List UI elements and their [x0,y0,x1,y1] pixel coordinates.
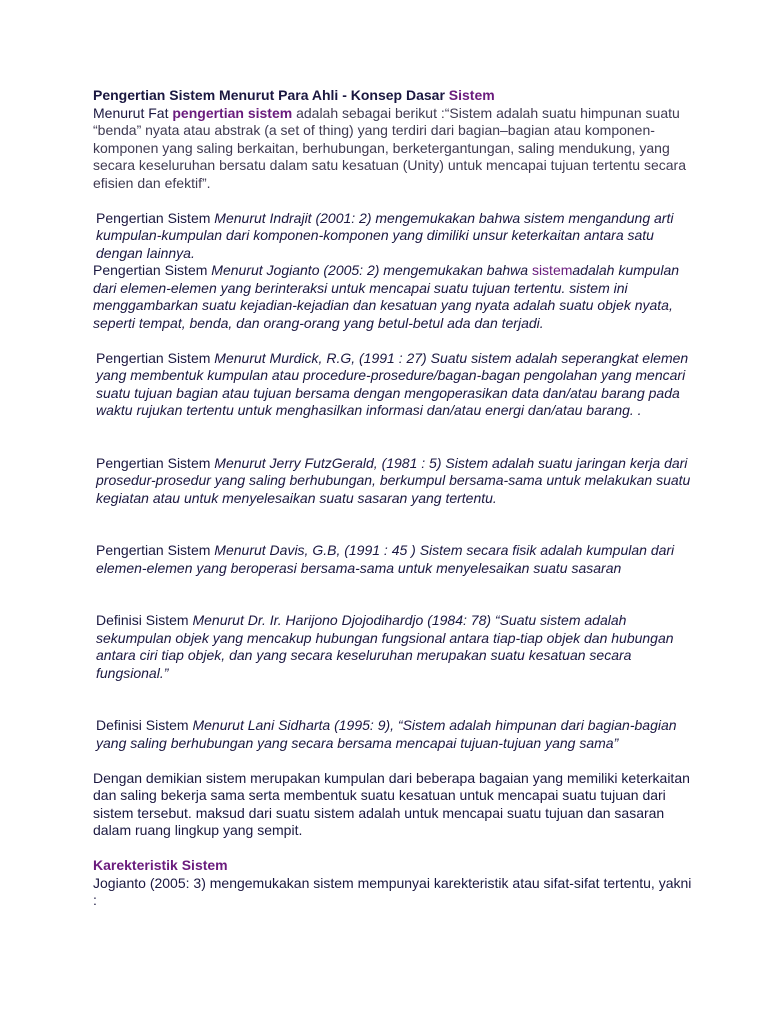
paragraph-sidharta [93,717,693,752]
paragraph-jogianto-rest: adalah kumpulan dari elemen-elemen yang berinteraksi untuk mencapai suatu tujuan tertentu. sistem ini menggambarkan suatu kejadian-kejadian dan kesatuan yang nyata adalah suatu objek nyata, seperti tempat, benda, dan orang-orang yang betul-betul ada dan terjadi. [93,262,680,331]
paragraph-murdick-lead: Pengertian Sistem [96,349,215,366]
page-title [93,87,693,105]
paragraph-davis-body: Menurut Davis, G.B, (1991 : 45 ) Sistem secara fisik adalah kumpulan dari elemen-elemen yang beroperasi bersama-sama untuk menyelesaikan suatu sasaran [96,542,675,576]
paragraph-davis-lead: Pengertian Sistem [96,542,215,558]
paragraph-jogianto [93,262,693,332]
paragraph-fitzgerald-body: Menurut Jerry FutzGerald, (1981 : 5) Sistem adalah suatu jaringan kerja dari prosedur-prosedur yang saling berhubungan, berkumpul bersama-sama untuk melakukan suatu kegiatan atau untuk menyelesaikan suatu sasaran yang tertentu. [96,454,691,506]
paragraph-indrajit-lead: Pengertian Sistem [96,209,215,226]
paragraph-fitzgerald-lead: Pengertian Sistem [96,454,215,471]
paragraph-djojodihardjo-source: Menurut Dr. Ir. Harijono Djojodihardjo (1984: 78) [192,612,492,628]
paragraph-sidharta-body: Menurut Lani Sidharta (1995: 9), “Sistem adalah himpunan dari bagian-bagian yang saling berhubungan yang secara bersama mencapai tujuan-tujuan yang sama” [96,717,677,751]
paragraph-indrajit-body: Menurut Indrajit (2001: 2) mengemukakan bahwa sistem mengandung arti kumpulan-kumpulan dari komponen-komponen yang dimiliki unsur keterkaitan antara satu dengan lainnya. [96,209,674,261]
keyword-link[interactable]: pengertian sistem [172,104,293,121]
paragraph-jogianto-body: Menurut Jogianto (2005: 2) mengemukakan bahwa [211,262,532,278]
title-keyword: Sistem [448,87,495,103]
paragraph-murdick-body: Menurut Murdick, R.G, (1991 : 27) Suatu sistem adalah seperangkat elemen yang membentuk kumpulan atau procedure-prosedure/bagan-bagan pengolahan yang mencari suatu tujuan bagian atau tujuan bersama dengan mengoperasikan data dan/atau barang pada waktu rujukan tertentu untuk menghasilkan informasi dan/atau energi dan/atau barang. . [96,349,689,418]
paragraph-davis [93,542,693,577]
document-body [93,87,693,910]
paragraph-djojodihardjo-lead: Definisi Sistem [96,612,193,628]
paragraph-djojodihardjo-quote: “Suatu sistem adalah sekumpulan objek yang mencakup hubungan fungsional antara tiap-tiap objek dan hubungan antara ciri tiap objek, dan yang secara keseluruhan merupakan suatu kesatuan secara fungsional.” [96,612,674,681]
paragraph-djojodihardjo [93,612,693,682]
title-text: Pengertian Sistem Menurut Para Ahli - Konsep Dasar [93,87,449,103]
keyword-sistem-link[interactable]: sistem [531,262,573,278]
paragraph-jogianto-lead: Pengertian Sistem [93,262,212,278]
section-heading: Karekteristik Sistem [93,857,228,873]
paragraph-karakteristik: Jogianto (2005: 3) mengemukakan sistem mempunyai karekteristik atau sifat-sifat tertentu, yakni : [93,874,692,908]
paragraph-sidharta-lead: Definisi Sistem [96,717,193,733]
paragraph-fat-lead: Menurut Fat [93,104,173,121]
paragraph-conclusion: Dengan demikian sistem merupakan kumpulan dari beberapa bagaian yang memiliki keterkaitan dan saling bekerja sama serta membentuk suatu kesatuan untuk mencapai suatu tujuan dari sistem tersebut. maksud dari suatu sistem adalah untuk mencapai suatu tujuan dan sasaran dalam ruang lingkup yang sempit. [93,769,690,838]
paragraph-murdick [93,350,693,420]
paragraph-fitzgerald [93,455,693,508]
paragraph-fat-body: adalah sebagai berikut :“Sistem adalah suatu himpunan suatu “benda” nyata atau abstrak (a set of thing) yang terdiri dari bagian–bagian atau komponen-komponen yang saling berkaitan, berhubungan, berketergantungan, saling mendukung, yang secara keseluruhan bersatu dalam satu kesatuan (Unity) untuk mencapai tujuan tertentu secara efisien dan efektif”. [93,104,687,191]
paragraph-fat [93,105,693,193]
paragraph-indrajit [93,210,693,263]
